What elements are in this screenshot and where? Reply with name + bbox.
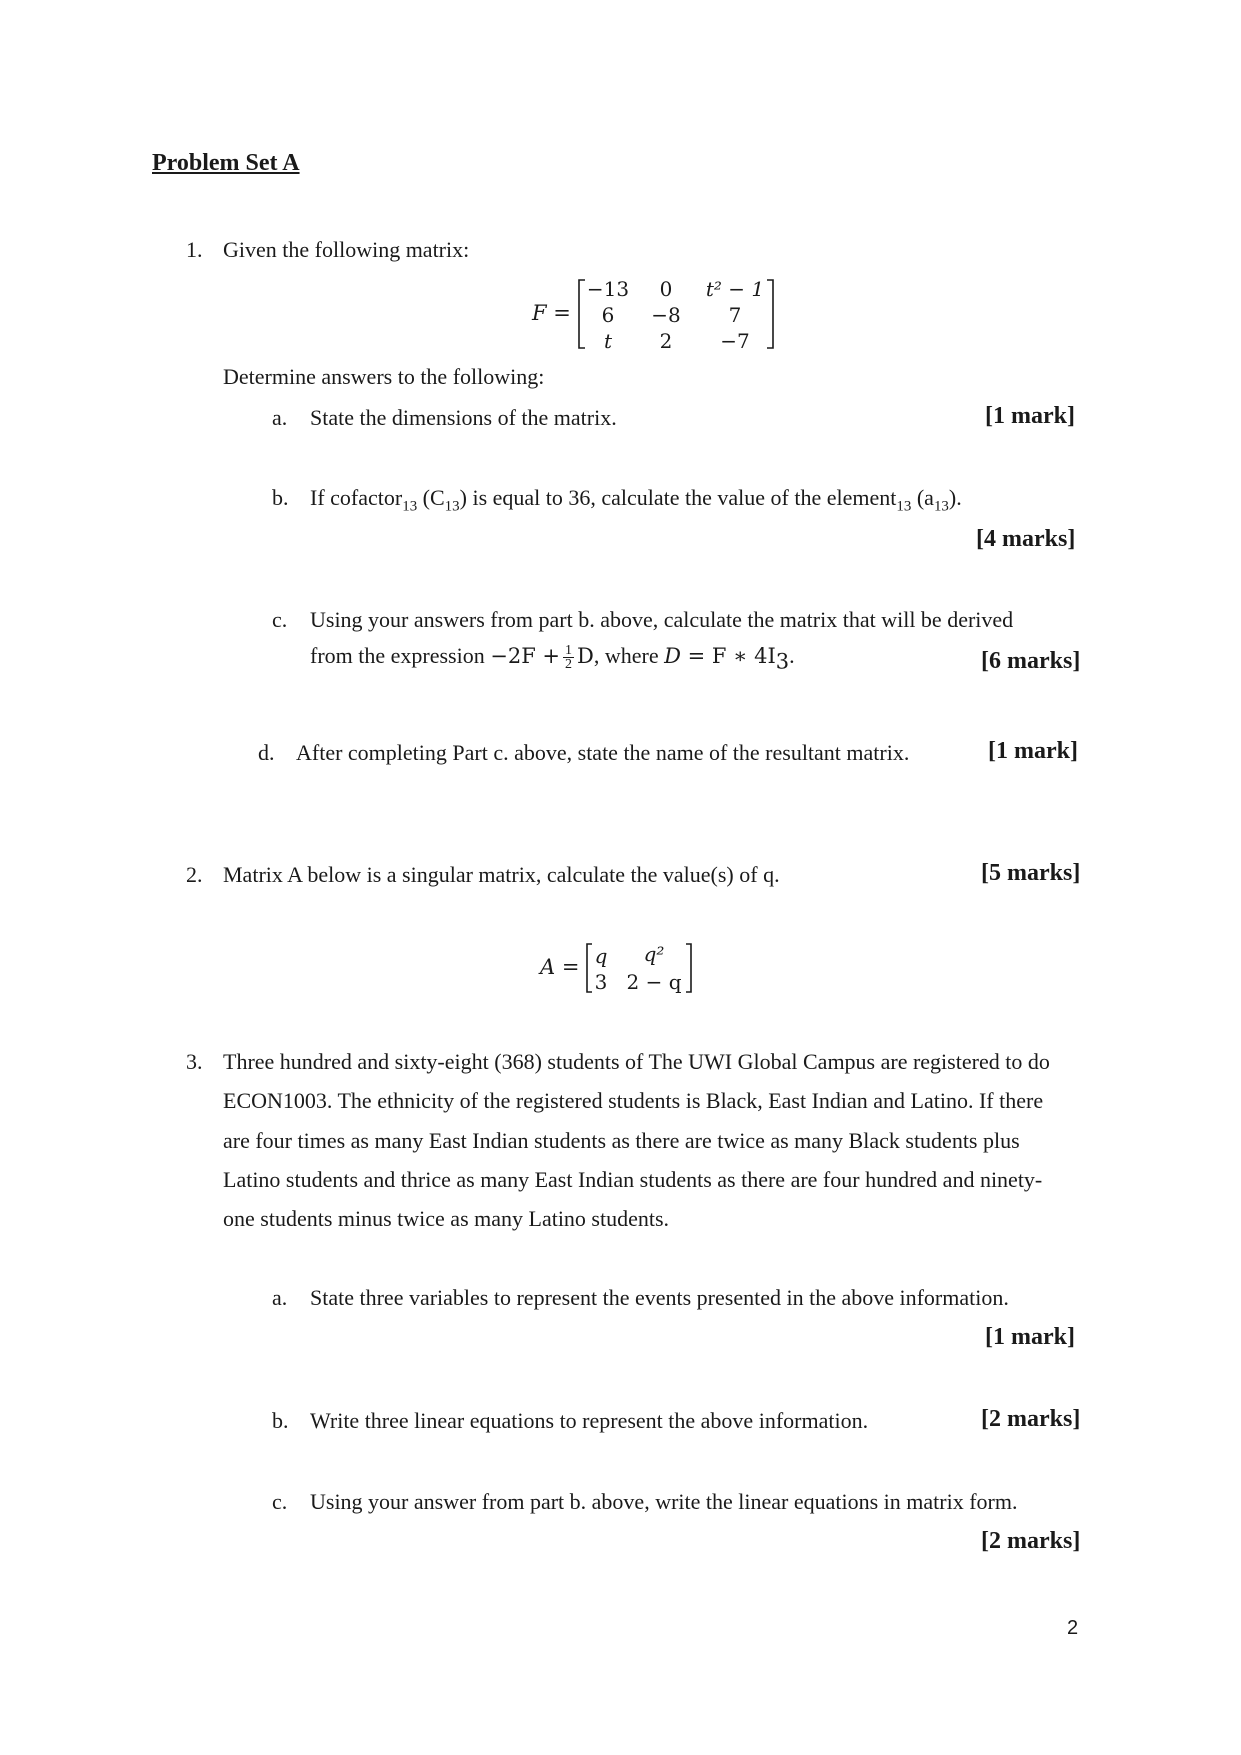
question-3-line: one students minus twice as many Latino students. (223, 1206, 670, 1231)
question-3b-text: Write three linear equations to represent the above information. (310, 1408, 869, 1433)
page-title: Problem Set A (152, 150, 300, 176)
question-3-line: Three hundred and sixty-eight (368) students of The UWI Global Campus are registered to do (223, 1049, 1050, 1074)
question-2-text: Matrix A below is a singular matrix, calculate the value(s) of q. (223, 862, 780, 887)
question-number: 1. (186, 237, 203, 262)
page-number: 2 (1067, 1617, 1079, 1639)
part-label: d. (258, 740, 275, 765)
matrix-f-cell: −13 (586, 277, 630, 301)
matrix-a-cell: 2 − q (626, 970, 682, 994)
marks-badge: [4 marks] (976, 526, 1076, 552)
question-1c-line1: Using your answers from part b. above, calculate the matrix that will be derived (310, 607, 1014, 632)
question-1c-line2: from the expression −2F + $\frac{1}{2}$ D, where D = F ∗ $4I_3$. (310, 643, 795, 674)
question-3c-text: Using your answer from part b. above, write the linear equations in matrix form. (310, 1489, 1018, 1514)
question-3-line: Latino students and thrice as many East Indian students as there are four hundred and ninety- (223, 1167, 1043, 1192)
question-3-line: ECON1003. The ethnicity of the registered students is Black, East Indian and Latino. If there (223, 1088, 1044, 1113)
matrix-a-cell: q (594, 944, 608, 968)
question-number: 3. (186, 1049, 203, 1074)
marks-badge: [2 marks] (981, 1528, 1081, 1554)
question-number: 2. (186, 862, 203, 887)
question-3-line: are four times as many East Indian students as there are twice as many Black students plus (223, 1128, 1020, 1153)
marks-badge: [1 mark] (988, 738, 1078, 764)
matrix-a-cell: 3 (594, 970, 608, 994)
question-3a-text: State three variables to represent the events presented in the above information. (310, 1285, 1009, 1310)
determine-instruction: Determine answers to the following: (223, 364, 545, 389)
part-label: b. (272, 1408, 289, 1433)
marks-badge: [2 marks] (981, 1406, 1081, 1432)
matrix-f-cell: −8 (651, 303, 681, 327)
matrix-f-cell: t (603, 329, 613, 353)
part-label: a. (272, 405, 288, 430)
matrix-f-label: F = (532, 301, 571, 325)
part-label: c. (272, 1489, 288, 1514)
matrix-f-cell: 0 (659, 277, 673, 301)
matrix-f-cell: 7 (728, 303, 742, 327)
part-label: b. (272, 485, 289, 510)
question-1-intro: Given the following matrix: (223, 237, 470, 262)
fraction-one-half: $\frac{1}{2}$ (565, 643, 573, 673)
question-1d-text: After completing Part c. above, state the name of the resultant matrix. (296, 740, 910, 765)
matrix-f-cell: 2 (659, 329, 673, 353)
matrix-a-cell: q² (643, 942, 665, 966)
part-label: c. (272, 607, 288, 632)
marks-badge: [1 mark] (985, 403, 1075, 429)
matrix-f-cell: 6 (601, 303, 615, 327)
matrix-f-cell: −7 (720, 329, 750, 353)
part-label: a. (272, 1285, 288, 1310)
marks-badge: [1 mark] (985, 1324, 1075, 1350)
question-1b-text: If cofactor$_{13}$ $(C_{13})$ is equal to 36, calculate the value of the element$_{13}$ $(a_{13})$. (310, 485, 962, 515)
matrix-f-cell: t² − 1 (705, 277, 765, 301)
marks-badge: [6 marks] (981, 648, 1081, 674)
question-1a-text: State the dimensions of the matrix. (310, 405, 617, 430)
marks-badge: [5 marks] (981, 860, 1081, 886)
matrix-a-label: A = (540, 955, 580, 979)
